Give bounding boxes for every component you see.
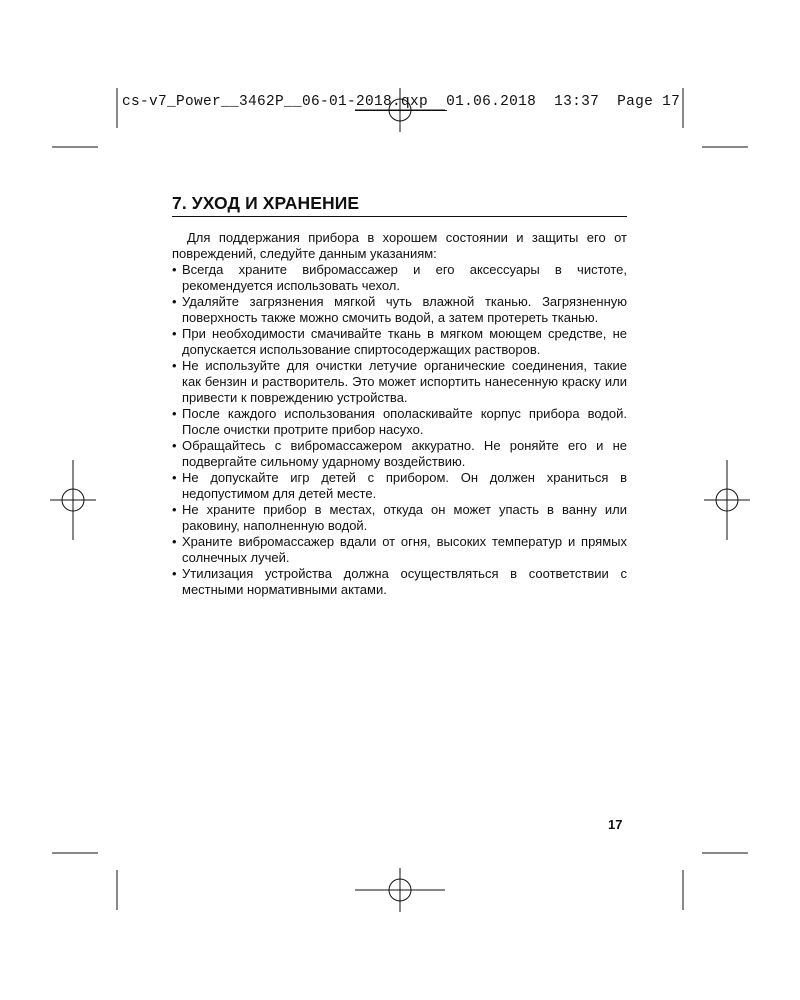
list-item: • Не храните прибор в местах, откуда он может упасть в ванну или раковину, наполненную водой. [172,502,627,534]
registration-mark-top-icon [355,88,445,132]
list-item: • Храните вибромассажер вдали от огня, высоких температур и прямых солнечных лучей. [172,534,627,566]
list-item: • Не используйте для очистки летучие органические соединения, такие как бензин и растворитель. Это может испортить нанесенную краску или привести к повреждению устройства. [172,358,627,406]
list-item: • При необходимости смачивайте ткань в мягком моющем средстве, не допускается использование спиртосодержащих растворов. [172,326,627,358]
intro-paragraph: Для поддержания прибора в хорошем состоянии и защиты его от повреждений, следуйте данным указаниям: [172,230,627,261]
care-instructions-list [172,262,627,598]
slug-filename: cs-v7_Power__3462P__06-01-2018.qxp [122,94,429,110]
registration-mark-left-icon [50,460,96,540]
list-item: • Утилизация устройства должна осуществляться в соответствии с местными нормативными актами. [172,566,627,598]
list-item: • После каждого использования ополаскивайте корпус прибора водой. После очистки протрите прибор насухо. [172,406,627,438]
slug-time: 13:37 [554,94,600,110]
slug-date: 01.06.2018 [446,94,537,110]
section-body [172,230,627,598]
list-item: • Не допускайте игр детей с прибором. Он должен храниться в недопустимом для детей месте. [172,470,627,502]
list-item: • Удаляйте загрязнения мягкой чуть влажной тканью. Загрязненную поверхность также можно смочить водой, а затем протереть тканью. [172,294,627,326]
list-item: • Всегда храните вибромассажер и его аксессуары в чистоте, рекомендуется использовать чехол. [172,262,627,294]
page-number: 17 [608,817,623,832]
registration-mark-right-icon [704,460,750,540]
registration-mark-bottom-icon [355,868,445,912]
slug-page-label: Page 17 [617,94,681,110]
list-item: • Обращайтесь с вибромассажером аккуратно. Не роняйте его и не подвергайте сильному ударному воздействию. [172,438,627,470]
section-title: 7. УХОД И ХРАНЕНИЕ [172,193,627,217]
